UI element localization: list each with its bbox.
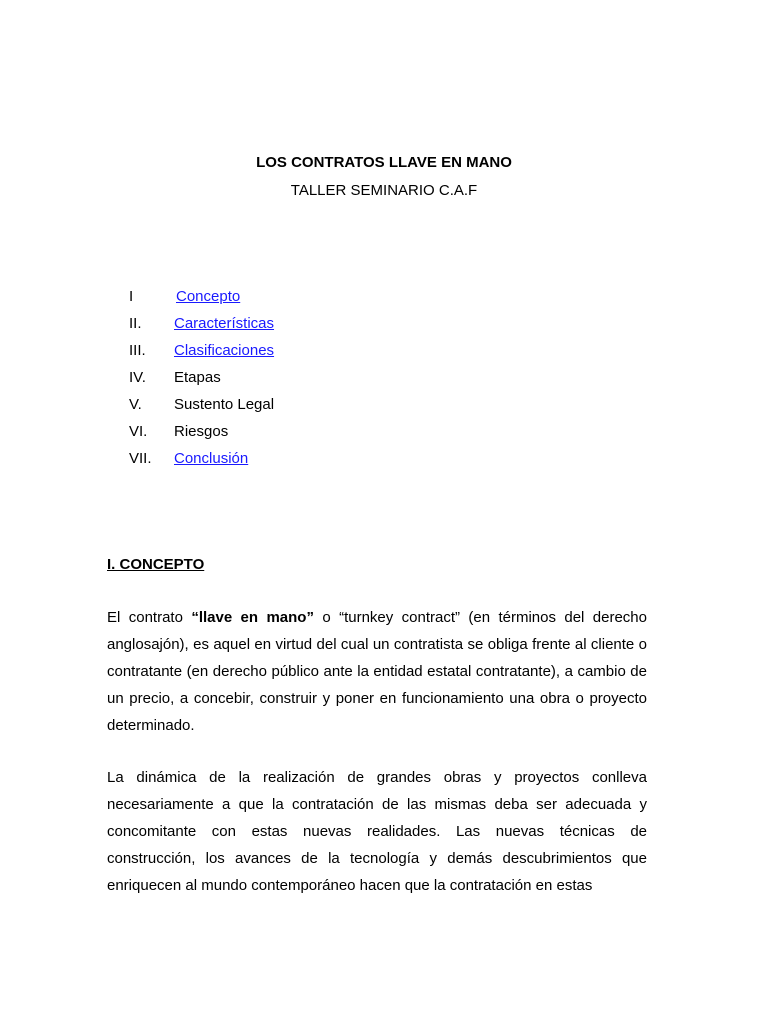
paragraph-dynamics: La dinámica de la realización de grandes obras y proyectos conlleva necesariamente a que la contratación de las mismas deba ser adecuada y concomitante con estas nuevas realidades. Las nuevas técnicas de construcción, los avances de la tecnología y demás descubrimientos que enriquecen al mundo contemporáneo hacen que la contratación en estas (107, 769, 647, 894)
paragraph-text: o “turnkey contract” (en términos del derecho anglosajón), es aquel en virtud del cual un contratista se obliga frente al cliente o contratante (en derecho público ante la entidad estatal contratante), a cambio de un precio, a concebir, construir y poner en funcionamiento una obra o proyecto determinado. (107, 609, 647, 734)
toc-item-concepto (129, 287, 274, 314)
table-of-contents (129, 287, 274, 476)
toc-number: V. (129, 396, 142, 413)
toc-item-clasificaciones (129, 341, 274, 368)
toc-number: VI. (129, 423, 148, 440)
toc-link-conclusion[interactable]: Conclusión (174, 450, 249, 467)
toc-item-sustento-legal (129, 395, 274, 422)
toc-item-caracteristicas (129, 314, 274, 341)
toc-link-concepto[interactable]: Concepto (176, 288, 241, 305)
toc-number: II. (129, 315, 142, 332)
toc-label-etapas: Etapas (174, 369, 221, 386)
paragraph-bold-term: “llave en mano” (191, 609, 314, 626)
toc-link-caracteristicas[interactable]: Características (174, 315, 275, 332)
toc-label-riesgos: Riesgos (174, 423, 229, 440)
toc-link-clasificaciones[interactable]: Clasificaciones (174, 342, 275, 359)
section-heading-concepto: I. CONCEPTO (107, 556, 205, 573)
toc-label-sustento-legal: Sustento Legal (174, 396, 275, 413)
document-subtitle: TALLER SEMINARIO C.A.F (290, 182, 478, 199)
toc-number: VII. (129, 450, 152, 467)
paragraph-text: El contrato (107, 609, 192, 626)
toc-number: IV. (129, 369, 146, 386)
toc-item-etapas (129, 368, 274, 395)
toc-number: I (129, 288, 134, 305)
paragraph-definition (107, 604, 647, 739)
document-title: LOS CONTRATOS LLAVE EN MANO (256, 154, 512, 171)
toc-item-conclusion (129, 449, 274, 476)
toc-number: III. (129, 342, 146, 359)
toc-item-riesgos (129, 422, 274, 449)
